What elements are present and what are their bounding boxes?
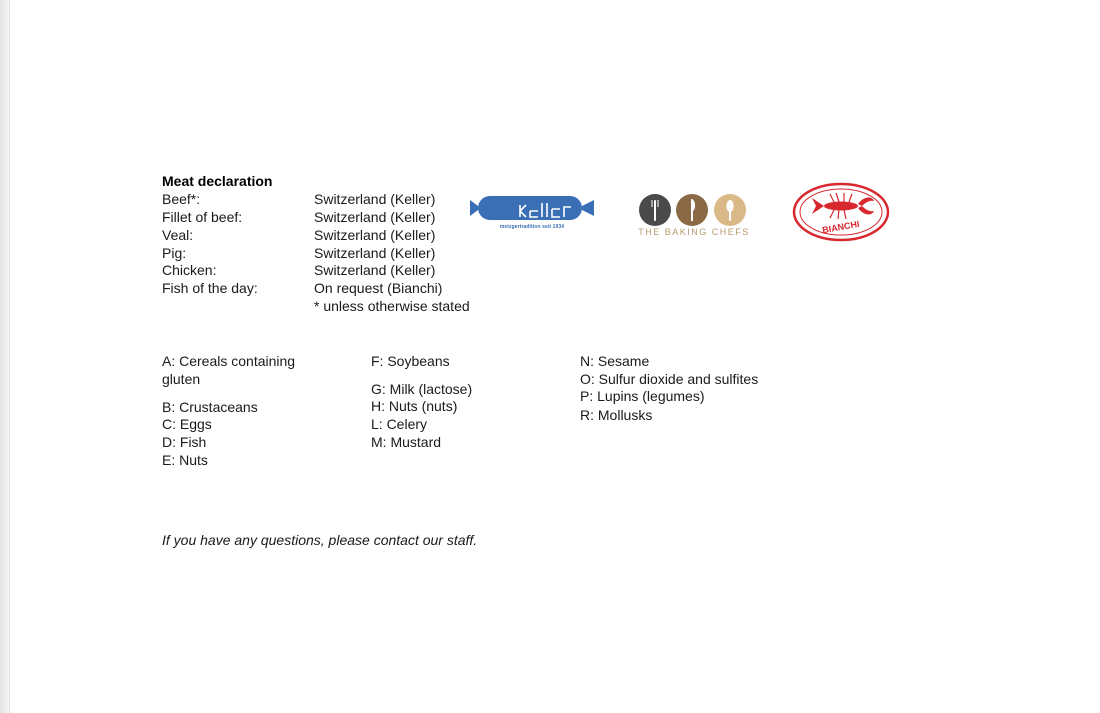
meat-origin: Switzerland (Keller) [314, 262, 436, 278]
bianchi-logo [792, 182, 890, 242]
meat-origin: Switzerland (Keller) [314, 245, 436, 261]
meat-origin: Switzerland (Keller) [314, 209, 436, 225]
bianchi-wordmark: BIANCHI [821, 218, 861, 236]
keller-logo [468, 193, 596, 225]
baking-chefs-caption: THE BAKING CHEFS [638, 227, 750, 237]
allergen-a-continued: gluten [162, 371, 201, 387]
meat-footnote: * unless otherwise stated [314, 298, 470, 314]
meat-origin: Switzerland (Keller) [314, 191, 436, 207]
meat-declaration-title: Meat declaration [162, 173, 273, 189]
allergen-h: H: Nuts (nuts) [371, 398, 458, 414]
allergen-c: C: Eggs [162, 416, 212, 432]
meat-label: Chicken: [162, 262, 217, 278]
allergen-p: P: Lupins (legumes) [580, 388, 705, 404]
meat-label: Veal: [162, 227, 194, 243]
allergen-a: A: Cereals containing [162, 353, 296, 369]
allergen-o: O: Sulfur dioxide and sulfites [580, 371, 759, 387]
allergen-g: G: Milk (lactose) [371, 381, 473, 397]
meat-label: Pig: [162, 245, 187, 261]
allergen-b: B: Crustaceans [162, 399, 258, 415]
allergen-f: F: Soybeans [371, 353, 450, 369]
allergen-m: M: Mustard [371, 434, 442, 450]
allergen-n: N: Sesame [580, 353, 650, 369]
baking-chefs-logo [636, 193, 750, 227]
viewer-edge [0, 0, 10, 713]
meat-label: Fish of the day: [162, 280, 258, 296]
meat-label: Fillet of beef: [162, 209, 243, 225]
meat-label: Beef*: [162, 191, 201, 207]
allergen-d: D: Fish [162, 434, 207, 450]
meat-origin: On request (Bianchi) [314, 280, 443, 296]
staff-contact-note: If you have any questions, please contact our staff. [162, 532, 478, 548]
meat-origin: Switzerland (Keller) [314, 227, 436, 243]
allergen-r: R: Mollusks [580, 407, 653, 423]
keller-tagline: metzgertradition seit 1934 [499, 224, 565, 230]
allergen-l: L: Celery [371, 416, 428, 432]
allergen-e: E: Nuts [162, 452, 208, 468]
